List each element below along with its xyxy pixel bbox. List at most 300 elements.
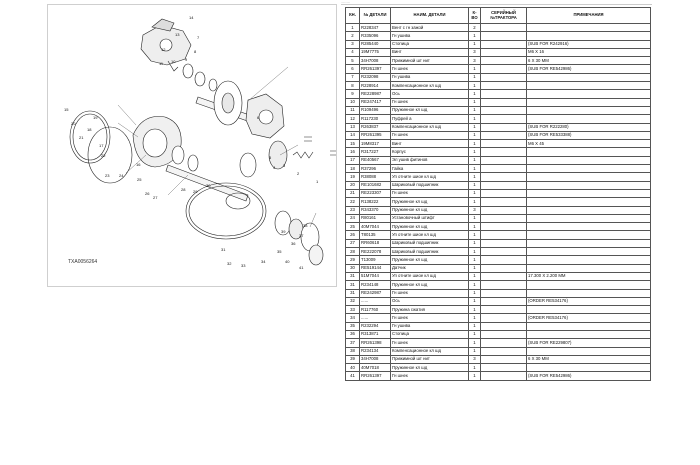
callout-number: 31 [221,247,226,252]
table-header-row [346,8,651,24]
serial-number-cell [481,165,527,173]
part-name-cell: Пружинное кл шд [391,256,469,264]
row-number-cell: 16 [346,148,360,156]
notes-cell [527,248,651,256]
part-name-cell: Гн шнек [391,189,469,197]
notes-cell [527,189,651,197]
part-number-cell: R228914 [360,82,391,90]
table-row [346,40,651,48]
notes-cell [527,264,651,272]
serial-number-cell [481,40,527,48]
quantity-cell: 1 [469,181,481,189]
notes-cell: 6 X 30 MM [527,355,651,363]
table-row [346,90,651,98]
notes-cell [527,214,651,222]
quantity-cell: 1 [469,140,481,148]
row-number-cell: 12 [346,115,360,123]
quantity-cell: 1 [469,131,481,139]
quantity-cell: 1 [469,239,481,247]
table-row [346,248,651,256]
part-name-cell: Стопица [391,40,469,48]
part-name-cell: Вент с гн зажой [391,24,469,32]
serial-number-cell [481,272,527,280]
part-name-cell: Винт [391,140,469,148]
part-number-cell: RE242987 [360,289,391,297]
table-row [346,131,651,139]
part-number-cell: T13009 [360,256,391,264]
notes-cell [527,115,651,123]
row-number-cell: 3 [346,40,360,48]
table-row [346,281,651,289]
callout-number: 33 [241,263,246,268]
callout-number: 24 [119,173,124,178]
part-name-cell: Шариковый подшипник [391,239,469,247]
serial-number-cell [481,330,527,338]
row-number-cell: 15 [346,140,360,148]
part-number-cell: R117760 [360,306,391,314]
part-number-cell: RR261397 [360,372,391,380]
row-number-cell: 19 [346,173,360,181]
table-row [346,73,651,81]
part-number-cell: ...... [360,314,391,322]
callout-number: 26 [145,191,150,196]
quantity-cell: 3 [469,206,481,214]
part-name-cell: Гн шнек [391,289,469,297]
header-part-number: № ДЕТАЛИ [360,8,391,24]
table-row [346,198,651,206]
table-row [346,181,651,189]
serial-number-cell [481,131,527,139]
part-number-cell: 40M7018 [360,364,391,372]
row-number-cell: 10 [346,98,360,106]
part-number-cell: RE519144 [360,264,391,272]
quantity-cell: 1 [469,330,481,338]
part-name-cell: Пружинное кл шд [391,206,469,214]
part-number-cell: R285440 [360,40,391,48]
row-number-cell: 8 [346,82,360,90]
row-number-cell: 31 [346,281,360,289]
serial-number-cell [481,156,527,164]
table-row [346,98,651,106]
serial-number-cell [481,98,527,106]
table-row [346,314,651,322]
callout-number: 5 [269,155,272,160]
table-row [346,322,651,330]
part-number-cell: R335096 [360,32,391,40]
part-number-cell: R228347 [360,24,391,32]
notes-cell: 17.300 X 2.200 MM [527,272,651,280]
callout-number: 8 [194,49,197,54]
notes-cell: (ORDER RE534176) [527,297,651,305]
header-notes: ПРИМЕЧАНИЯ [527,8,651,24]
part-name-cell: Пружинное кл шд [391,223,469,231]
notes-cell: (SUB FOR RE229807) [527,339,651,347]
table-row [346,123,651,131]
quantity-cell: 1 [469,165,481,173]
part-name-cell: Гн ушива [391,73,469,81]
serial-number-cell [481,214,527,222]
serial-number-cell [481,115,527,123]
parts-table-body [346,24,651,381]
header-quantity: К-ВО [469,8,481,24]
callout-number: 22 [101,153,106,158]
notes-cell [527,239,651,247]
part-name-cell: Стопица [391,330,469,338]
callout-number: 23 [105,173,110,178]
callout-number: 18 [87,127,92,132]
part-name-cell: Гн шнек [391,339,469,347]
callout-number: 40 [285,259,290,264]
quantity-cell: 1 [469,256,481,264]
bearing [240,153,256,177]
table-row [346,189,651,197]
serial-number-cell [481,206,527,214]
row-number-cell: 40 [346,364,360,372]
callout-number: 6 [257,115,260,120]
part-name-cell: Корпус [391,148,469,156]
notes-cell [527,330,651,338]
table-row [346,206,651,214]
part-number-cell: RE40567 [360,156,391,164]
part-number-cell: R232098 [360,73,391,81]
row-number-cell: 28 [346,248,360,256]
part-name-cell: Уп отните шиое кл шд [391,173,469,181]
row-number-cell: 18 [346,165,360,173]
table-row [346,306,651,314]
table-row [346,231,651,239]
quantity-cell: 1 [469,314,481,322]
callout-number: 15 [64,107,69,112]
exploded-parts-diagram [47,4,337,287]
notes-cell [527,148,651,156]
serial-number-cell [481,355,527,363]
quantity-cell: 1 [469,90,481,98]
part-number-cell: RE222078 [360,248,391,256]
notes-cell [527,206,651,214]
quantity-cell: 1 [469,123,481,131]
parts-table [345,7,651,381]
serial-number-cell [481,82,527,90]
disc-part [183,64,193,78]
table-row [346,48,651,56]
table-row [346,173,651,181]
serial-number-cell [481,248,527,256]
table-row [346,165,651,173]
part-number-cell: R138222 [360,198,391,206]
part-number-cell: RE101682 [360,181,391,189]
notes-cell [527,106,651,114]
row-number-cell: 27 [346,239,360,247]
serial-number-cell [481,223,527,231]
serial-number-cell [481,123,527,131]
callout-number: 37 [299,233,304,238]
table-row [346,347,651,355]
table-row [346,106,651,114]
table-row [346,330,651,338]
part-number-cell: RR261398 [360,339,391,347]
row-number-cell: 13 [346,123,360,131]
part-number-cell: R109496 [360,106,391,114]
quantity-cell: 1 [469,264,481,272]
serial-number-cell [481,106,527,114]
part-name-cell: Гн ушива [391,322,469,330]
table-row [346,65,651,73]
callout-number: 7 [197,35,200,40]
notes-cell: M6 X 45 [527,140,651,148]
disc-part [195,72,205,86]
serial-number-cell [481,306,527,314]
quantity-cell: 1 [469,289,481,297]
row-number-cell: 34 [346,314,360,322]
part-number-cell: ...... [360,297,391,305]
part-number-cell: R343370 [360,206,391,214]
part-name-cell: Компенсационное кл шд [391,123,469,131]
part-number-cell: R263837 [360,123,391,131]
notes-cell [527,198,651,206]
quantity-cell: 1 [469,372,481,380]
callout-number: 19 [93,115,98,120]
notes-cell [527,364,651,372]
quantity-cell: 1 [469,198,481,206]
serial-number-cell [481,314,527,322]
part-name-cell: Гн ушива [391,32,469,40]
part-name-cell: Уп отните шиое кл шд [391,272,469,280]
callout-number: 21 [79,135,84,140]
quantity-cell: 2 [469,24,481,32]
callout-number: 9 [185,57,188,62]
row-number-cell: 39 [346,355,360,363]
table-row [346,57,651,65]
notes-cell: (SUB FOR RE542986) [527,372,651,380]
part-name-cell: Ось [391,90,469,98]
notes-cell [527,289,651,297]
quantity-cell: 1 [469,364,481,372]
quantity-cell: 1 [469,115,481,123]
row-number-cell: 24 [346,214,360,222]
row-number-cell: 22 [346,198,360,206]
row-number-cell: 38 [346,347,360,355]
notes-cell [527,90,651,98]
notes-cell: M6 X 16 [527,48,651,56]
row-number-cell: 7 [346,73,360,81]
serial-number-cell [481,281,527,289]
callout-number: 29 [193,189,198,194]
notes-cell [527,156,651,164]
table-row [346,214,651,222]
notes-cell [527,73,651,81]
row-number-cell: 6 [346,65,360,73]
row-number-cell: 32 [346,297,360,305]
part-number-cell: R232294 [360,322,391,330]
part-number-cell: 51M7044 [360,272,391,280]
quantity-cell: 1 [469,223,481,231]
serial-number-cell [481,140,527,148]
part-number-cell: R37296 [360,165,391,173]
serial-number-cell [481,256,527,264]
table-row [346,264,651,272]
part-number-cell: R80161 [360,214,391,222]
notes-cell [527,165,651,173]
serial-number-cell [481,90,527,98]
table-row [346,140,651,148]
row-number-cell: 29 [346,256,360,264]
quantity-cell: 1 [469,148,481,156]
row-number-cell: 41 [346,372,360,380]
callout-number: 25 [137,177,142,182]
callout-number: 3 [283,163,286,168]
notes-cell [527,347,651,355]
row-number-cell: 30 [346,264,360,272]
gear [309,245,323,265]
part-name-cell: Пружинное кл шд [391,281,469,289]
part-name-cell: Пружинное кл шд [391,198,469,206]
exploded-view-drawing [48,5,338,288]
notes-cell: (SUB FOR R222280) [527,123,651,131]
callout-number: 32 [227,261,232,266]
notes-cell [527,306,651,314]
notes-cell: 6 X 30 MM [527,57,651,65]
notes-cell [527,98,651,106]
notes-cell [527,24,651,32]
table-row [346,24,651,32]
quantity-cell: 1 [469,272,481,280]
notes-cell [527,181,651,189]
part-name-cell: Прижимной шт нит [391,355,469,363]
table-row [346,32,651,40]
quantity-cell: 1 [469,189,481,197]
row-number-cell: 2 [346,32,360,40]
row-number-cell: 36 [346,330,360,338]
part-number-cell: R313871 [360,330,391,338]
serial-number-cell [481,231,527,239]
serial-number-cell [481,372,527,380]
part-name-cell: Гн шнек [391,314,469,322]
header-strip: ........... [341,0,652,5]
row-number-cell: 1 [346,24,360,32]
callout-number: 16 [136,162,141,167]
row-number-cell: 31 [346,272,360,280]
callout-number: 20 [71,121,76,126]
diagram-code: TXA0056264 [68,259,98,265]
callout-number: 1 [316,179,319,184]
notes-cell: (SUB FOR RE542986) [527,65,651,73]
callout-number: 38 [303,223,308,228]
part-name-cell: Пружинное кл шд [391,106,469,114]
callout-number: 34 [261,259,266,264]
part-name-cell: Гн шнек [391,372,469,380]
callout-number: 17 [99,143,104,148]
part-name-cell: Шариковый подшипник [391,181,469,189]
part-name-cell: Компенсационное кл шд [391,347,469,355]
quantity-cell: 1 [469,32,481,40]
serial-number-cell [481,339,527,347]
part-number-cell: RR261395 [360,131,391,139]
table-row [346,364,651,372]
serial-number-cell [481,297,527,305]
serial-number-cell [481,57,527,65]
part-name-cell: Эл ушив фитинов [391,156,469,164]
notes-cell [527,231,651,239]
part-number-cell: 19M8317 [360,140,391,148]
row-number-cell: 5 [346,57,360,65]
callout-number: 14 [189,15,194,20]
part-number-cell: RR261397 [360,65,391,73]
part-number-cell: 19M7775 [360,48,391,56]
part-number-cell: 34H7008 [360,355,391,363]
serial-number-cell [481,148,527,156]
quantity-cell: 1 [469,40,481,48]
table-row [346,239,651,247]
serial-number-cell [481,181,527,189]
serial-number-cell [481,289,527,297]
row-number-cell: 37 [346,339,360,347]
table-row [346,289,651,297]
quantity-cell: 3 [469,355,481,363]
bearing [172,146,184,164]
quantity-cell: 1 [469,214,481,222]
callout-number: 2 [297,171,300,176]
header-serial: СЕРИЙНЫЙ №ТРАКТОРА [481,8,527,24]
header-no: КН. [346,8,360,24]
row-number-cell: 21 [346,189,360,197]
serial-number-cell [481,73,527,81]
notes-cell [527,281,651,289]
parts-list-panel [341,0,652,378]
callout-number: 28 [181,187,186,192]
notes-cell [527,223,651,231]
table-row [346,355,651,363]
quantity-cell: 1 [469,281,481,289]
quantity-cell: 1 [469,156,481,164]
callout-number: 35 [277,249,282,254]
part-name-cell: Шариковый подшипник [391,248,469,256]
part-name-cell: Пуфрей а [391,115,469,123]
table-row [346,297,651,305]
header-part-name: НАИМ. ДЕТАЛИ [391,8,469,24]
bearing [188,155,198,171]
table-row [346,148,651,156]
part-name-cell: Уп отните шиое кл шд [391,231,469,239]
serial-number-cell [481,264,527,272]
quantity-cell: 3 [469,57,481,65]
serial-number-cell [481,347,527,355]
part-name-cell: Ось [391,297,469,305]
part-number-cell: 40M7044 [360,223,391,231]
part-name-cell: Гн шнек [391,98,469,106]
serial-number-cell [481,65,527,73]
part-name-cell: Прижимной шт нит [391,57,469,65]
part-name-cell: Установочный штифт [391,214,469,222]
callout-number: 30 [206,183,211,188]
callout-number: 13 [175,32,180,37]
part-name-cell: Датчик [391,264,469,272]
table-row [346,372,651,380]
quantity-cell: 1 [469,73,481,81]
part-number-cell: R317227 [360,148,391,156]
part-name-cell: Гн шнек [391,131,469,139]
part-number-cell: RE223307 [360,189,391,197]
callout-number: 41 [299,265,304,270]
part-name-cell: Пружинное кл шд [391,364,469,372]
callout-number: 4 [273,165,276,170]
notes-cell [527,82,651,90]
quantity-cell: 1 [469,248,481,256]
row-number-cell: 20 [346,181,360,189]
row-number-cell: 11 [346,106,360,114]
table-row [346,115,651,123]
quantity-cell: 1 [469,322,481,330]
quantity-cell: 1 [469,82,481,90]
